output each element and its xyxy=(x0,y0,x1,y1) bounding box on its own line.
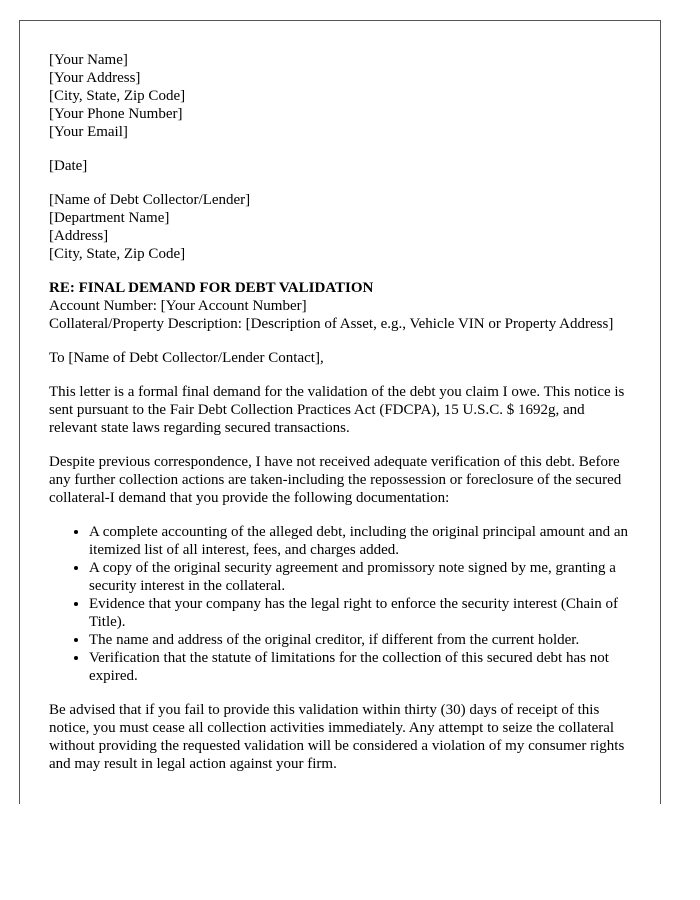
sender-address: [Your Address] xyxy=(49,70,141,86)
sender-phone: [Your Phone Number] xyxy=(49,106,183,122)
paragraph-warning: Be advised that if you fail to provide this validation within thirty (30) days of receipt of this notice, you must cease all collection activities immediately. Any attempt to seize the collateral without providing the requested validation will be considered a violation of my consumer rights and may result in legal action against your firm. xyxy=(49,702,625,772)
letter-date: [Date] xyxy=(49,158,88,174)
list-item: • Verification that the statute of limitations for the collection of this secured debt has not expired. xyxy=(89,649,632,685)
recipient-name: [Name of Debt Collector/Lender] xyxy=(49,192,251,208)
date-block xyxy=(49,157,632,175)
salutation: To [Name of Debt Collector/Lender Contact], xyxy=(49,350,324,366)
recipient-address: [Address] xyxy=(49,228,109,244)
sender-email: [Your Email] xyxy=(49,124,128,140)
paragraph-demand: Despite previous correspondence, I have not received adequate verification of this debt. Before any further collection actions are taken-including the repossession or foreclosure of the secured collateral-I demand that you provide the following documentation: xyxy=(49,454,622,506)
recipient-department: [Department Name] xyxy=(49,210,170,226)
recipient-city-state-zip: [City, State, Zip Code] xyxy=(49,246,186,262)
demand-list xyxy=(49,523,632,685)
recipient-block xyxy=(49,191,632,263)
subject-title: RE: FINAL DEMAND FOR DEBT VALIDATION xyxy=(49,280,374,296)
sender-city-state-zip: [City, State, Zip Code] xyxy=(49,88,186,104)
subject-block xyxy=(49,279,632,333)
list-item: • The name and address of the original creditor, if different from the current holder. xyxy=(89,631,632,649)
account-number: Account Number: [Your Account Number] xyxy=(49,298,307,314)
sender-block xyxy=(49,51,632,141)
sender-name: [Your Name] xyxy=(49,52,128,68)
list-item: • A complete accounting of the alleged debt, including the original principal amount and an itemized list of all interest, fees, and charges added. xyxy=(89,523,632,559)
collateral-description: Collateral/Property Description: [Description of Asset, e.g., Vehicle VIN or Property Address] xyxy=(49,316,614,332)
list-item: • Evidence that your company has the legal right to enforce the security interest (Chain of Title). xyxy=(89,595,632,631)
paragraph-intro: This letter is a formal final demand for the validation of the debt you claim I owe. This notice is sent pursuant to the Fair Debt Collection Practices Act (FDCPA), 15 U.S.C. $ 1692g, and relevant state laws regarding secured transactions. xyxy=(49,384,625,436)
list-item: • A copy of the original security agreement and promissory note signed by me, granting a security interest in the collateral. xyxy=(89,559,632,595)
letter-page xyxy=(19,20,661,804)
